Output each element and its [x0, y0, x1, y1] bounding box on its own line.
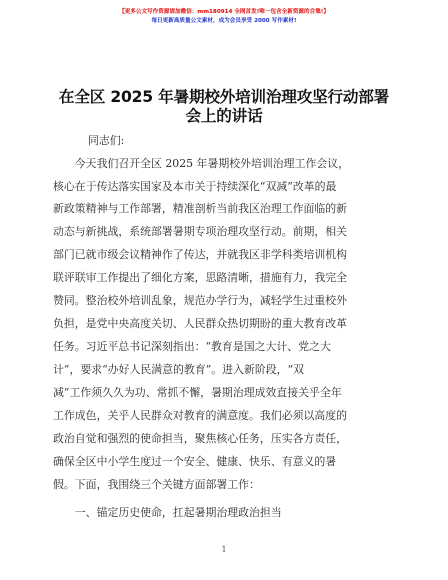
section-heading: 一、锚定历史使命，扛起暑期治理政治担当	[53, 506, 282, 519]
body-line: 今天我们召开全区 2025 年暑期校外培训治理工作会议，	[53, 157, 350, 170]
body-line: 动态与新挑战，系统部署暑期专项治理攻坚行动。前期，相关	[53, 225, 348, 238]
body-line: 假。下面，我围绕三个关键方面部署工作：	[53, 478, 260, 491]
document-title-line-2: 会上的讲话	[185, 107, 263, 125]
body-line: 计”，要求“办好人民满意的教育”。进入新阶段，“双	[53, 363, 304, 376]
body-line: 政治自觉和强烈的使命担当，聚焦核心任务，压实各方责任，	[53, 432, 348, 445]
body-line: 新政策精神与工作部署，精准剖析当前我区治理工作面临的新	[53, 202, 348, 215]
salutation: 同志们:	[88, 134, 125, 147]
body-line: 确保全区中小学生度过一个安全、健康、快乐、有意义的暑	[53, 455, 337, 468]
document-title-line-1: 在全区 2025 年暑期校外培训治理攻坚行动部署	[58, 88, 390, 106]
body-line: 核心在于传达落实国家及本市关于持续深化“双减”改革的最	[53, 180, 337, 193]
promo-banner-red: 【更多公文写作资源请加微信：mm180914 全网首发!唯一包含全新资源的合集!】	[119, 9, 329, 15]
body-line: 赞同。整治校外培训乱象，规范办学行为，减轻学生过重校外	[53, 294, 348, 307]
promo-banner-blue: 每日更新高质量公文素材，成为会员享受 2000 写作素材!	[151, 18, 297, 24]
page-number: 1	[221, 545, 227, 554]
body-line: 负担，是党中央高度关切、人民群众热切期盼的重大教育改革	[53, 317, 348, 330]
body-line: 部门已就市级会议精神作了传达，并就我区非学科类培训机构	[53, 248, 348, 261]
body-line: 减”工作须久久为功、常抓不懈，暑期治理成效直接关乎全年	[53, 386, 342, 399]
body-line: 联评联审工作提出了细化方案，思路清晰，措施有力，我完全	[53, 271, 348, 284]
body-line: 任务。习近平总书记深刻指出：“教育是国之大计、党之大	[53, 340, 331, 353]
body-line: 工作成色，关乎人民群众对教育的满意度。我们必须以高度的	[53, 409, 348, 422]
